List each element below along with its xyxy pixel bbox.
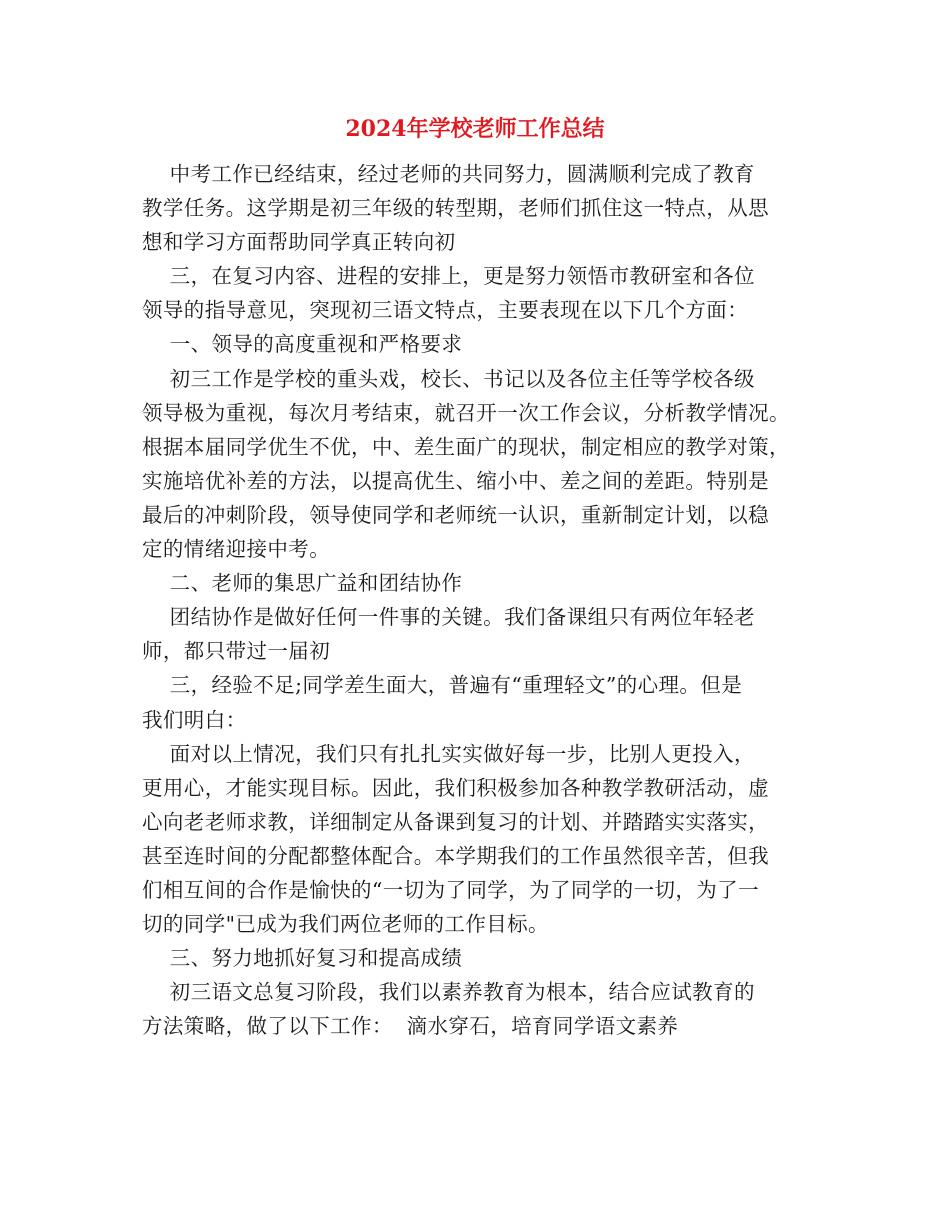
section-heading-3: 三、努力地抓好复习和提高成绩 [142, 946, 463, 971]
text-line: 甚至连时间的分配都整体配合。本学期我们的工作虽然很辛苦，但我 [142, 843, 769, 868]
text-line: 实施培优补差的方法，以提高优生、缩小中、差之间的差距。特别是 [142, 468, 769, 493]
text-line: 教学任务。这学期是初三年级的转型期，老师们抓住这一特点，从思 [142, 196, 769, 221]
text-line: 我们明白： [142, 707, 247, 732]
text-line: 初三语文总复习阶段，我们以素养教育为根本，结合应试教育的 [142, 980, 755, 1005]
text-line: 面对以上情况，我们只有扎扎实实做好每一步，比别人更投入， [142, 741, 755, 766]
section-heading-1: 一、领导的高度重视和严格要求 [142, 332, 463, 357]
text-line: 想和学习方面帮助同学真正转向初 [142, 230, 456, 255]
text-line: 初三工作是学校的重头戏，校长、书记以及各位主任等学校各级 [142, 366, 755, 391]
text-line: 更用心，才能实现目标。因此，我们积极参加各种教学教研活动，虚 [142, 775, 769, 800]
section-heading-2: 二、老师的集思广益和团结协作 [142, 571, 463, 596]
text-line: 最后的冲刺阶段，领导使同学和老师统一认识，重新制定计划，以稳 [142, 502, 769, 527]
text-line: 领导极为重视，每次月考结束，就召开一次工作会议，分析教学情况。 [142, 400, 790, 425]
text-line: 领导的指导意见，突现初三语文特点，主要表现在以下几个方面： [142, 298, 749, 323]
text-line: 心向老老师求教，详细制定从备课到复习的计划、并踏踏实实落实， [142, 809, 769, 834]
text-line: 切的同学"已成为我们两位老师的工作目标。 [142, 912, 549, 937]
text-line: 师，都只带过一届初 [142, 639, 331, 664]
text-line: 团结协作是做好任何一件事的关键。我们备课组只有两位年轻老 [142, 605, 755, 630]
text-line: 们相互间的合作是愉快的“一切为了同学，为了同学的一切，为了一 [142, 877, 759, 902]
document-title: 2024年学校老师工作总结 [345, 116, 605, 142]
text-line: 方法策略，做了以下工作： 滴水穿石，培育同学语文素养 [142, 1014, 679, 1039]
text-line: 定的情绪迎接中考。 [142, 537, 331, 562]
text-line: 中考工作已经结束，经过老师的共同努力，圆满顺利完成了教育 [142, 162, 755, 186]
text-line: 三，在复习内容、进程的安排上，更是努力领悟市教研室和各位 [142, 264, 755, 289]
document-body [142, 157, 812, 1043]
text-line: 三，经验不足;同学差生面大，普遍有“重理轻文”的心理。但是 [142, 673, 743, 698]
text-line: 根据本届同学优生不优，中、差生面广的现状，制定相应的教学对策， [142, 434, 790, 459]
